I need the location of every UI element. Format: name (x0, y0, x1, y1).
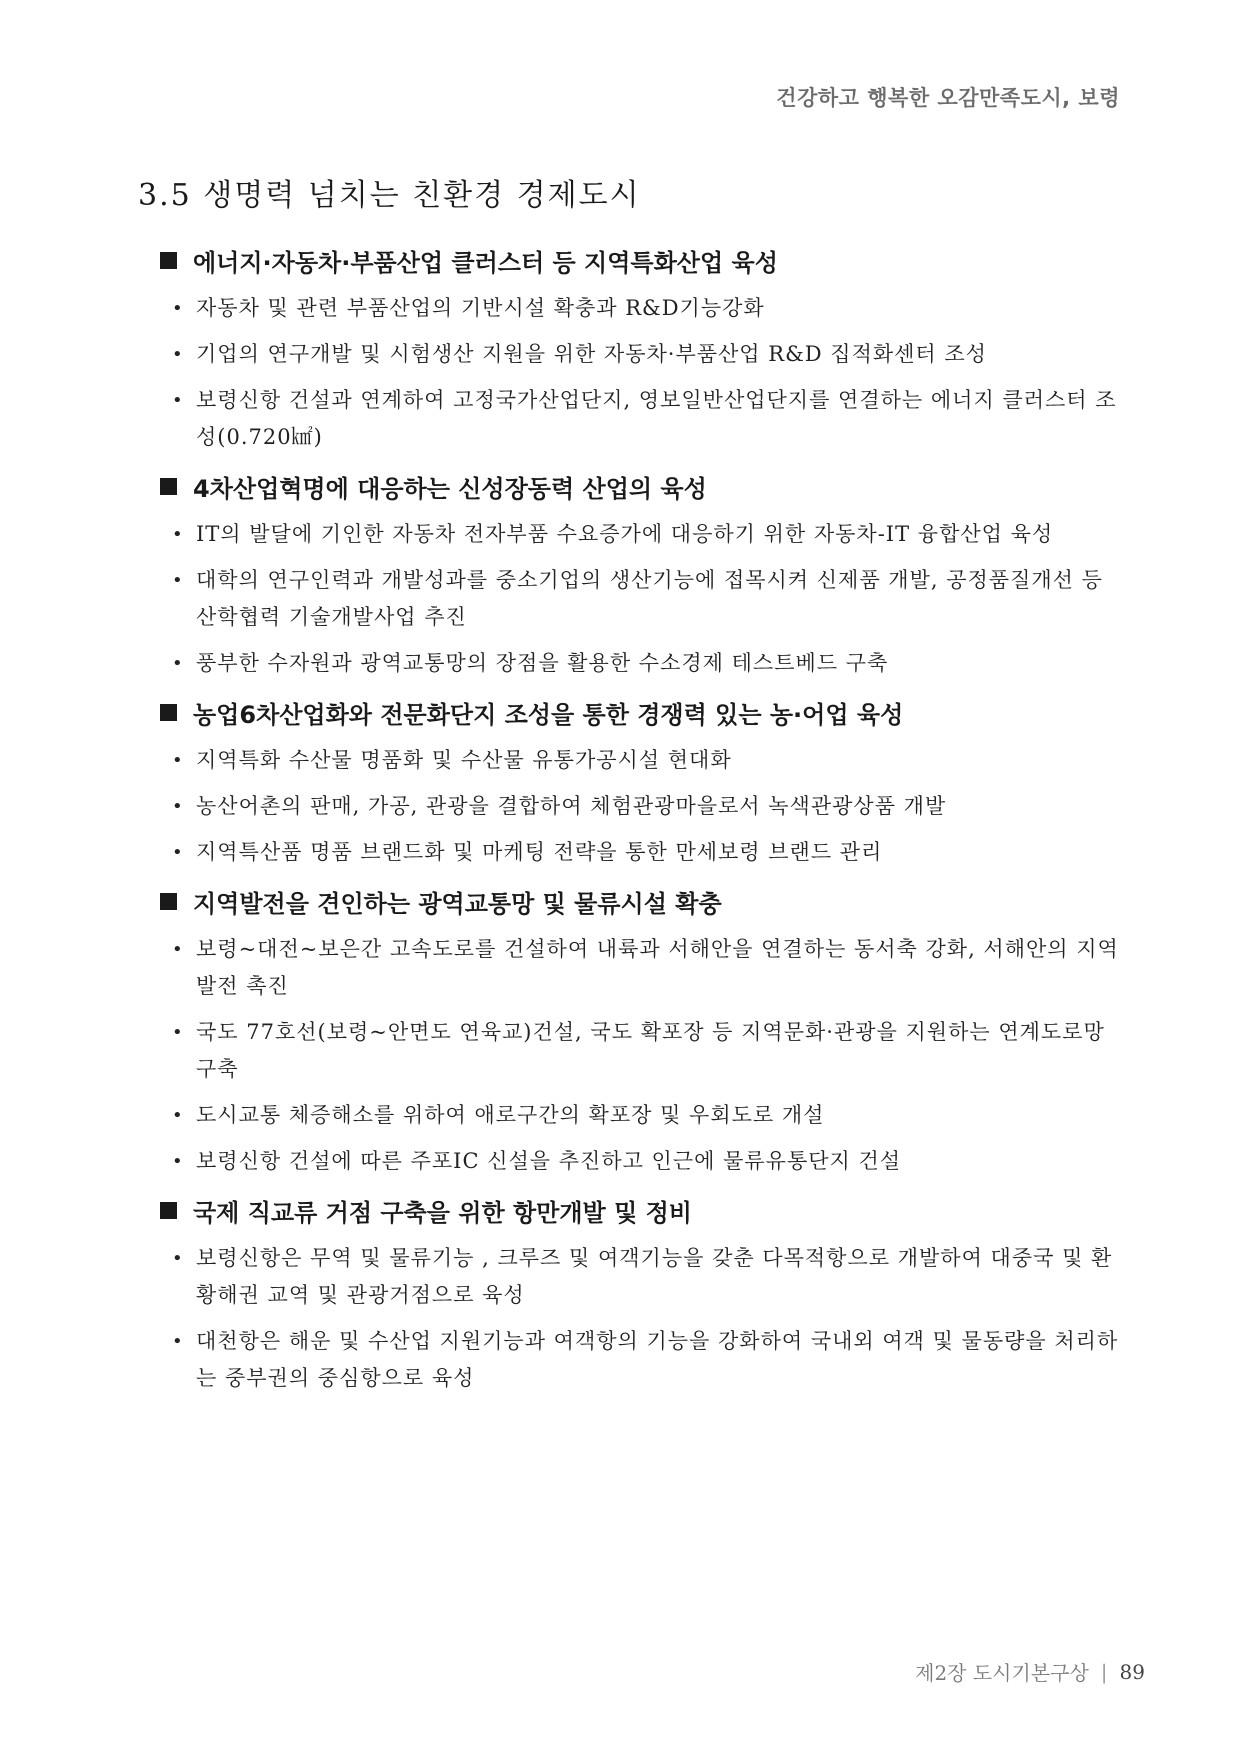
square-bullet-icon (160, 1202, 177, 1219)
topic-block (160, 466, 1130, 682)
bullet-text: 기업의 연구개발 및 시험생산 지원을 위한 자동차·부품산업 R&D 집적화센터 조성 (196, 342, 987, 366)
bullet-dot-icon: • (172, 1248, 184, 1269)
bullet-dot-icon: • (172, 1022, 184, 1043)
topic-block (160, 240, 1130, 456)
bullet-item (160, 516, 1130, 553)
bullet-list (160, 516, 1130, 682)
bullet-item (160, 931, 1130, 1005)
topic-block (160, 692, 1130, 871)
bullet-dot-icon: • (172, 1331, 184, 1352)
topic-block (160, 1190, 1130, 1397)
topic-heading (160, 240, 1130, 280)
topic-heading (160, 692, 1130, 732)
bullet-text: 보령신항은 무역 및 물류기능 , 크루즈 및 여객기능을 갖춘 다목적항으로 개발하여 대중국 및 환황해권 교역 및 관광거점으로 육성 (196, 1246, 1113, 1307)
chapter-label: 제2장 도시기본구상 (915, 1661, 1089, 1685)
bullet-text: 보령신항 건설에 따른 주포IC 신설을 추진하고 인근에 물류유통단지 건설 (196, 1149, 902, 1173)
bullet-text: 농산어촌의 판매, 가공, 관광을 결합하여 체험관광마을로서 녹색관광상품 개발 (196, 794, 947, 818)
bullet-dot-icon: • (172, 653, 184, 674)
bullet-dot-icon: • (172, 842, 184, 863)
bullet-list (160, 290, 1130, 456)
bullet-text: 대학의 연구인력과 개발성과를 중소기업의 생산기능에 접목시켜 신제품 개발, 공정품질개선 등 산학협력 기술개발사업 추진 (196, 568, 1103, 629)
bullet-item (160, 336, 1130, 373)
bullet-text: IT의 발달에 기인한 자동차 전자부품 수요증가에 대응하기 위한 자동차-IT 융합산업 육성 (196, 522, 1054, 546)
page-number: 89 (1119, 1659, 1145, 1684)
bullet-dot-icon: • (172, 344, 184, 365)
section-content (160, 240, 1130, 1407)
bullet-dot-icon: • (172, 390, 184, 411)
bullet-list (160, 931, 1130, 1180)
topic-heading (160, 1190, 1130, 1230)
topic-heading-text: 에너지·자동차·부품산업 클러스터 등 지역특화산업 육성 (193, 248, 778, 277)
bullet-text: 자동차 및 관련 부품산업의 기반시설 확충과 R&D기능강화 (196, 296, 765, 320)
bullet-item (160, 645, 1130, 682)
bullet-text: 보령신항 건설과 연계하여 고정국가산업단지, 영보일반산업단지를 연결하는 에너지 클러스터 조성(0.720㎢) (196, 388, 1117, 449)
square-bullet-icon (160, 704, 177, 721)
bullet-text: 대천항은 해운 및 수산업 지원기능과 여객항의 기능을 강화하여 국내외 여객 및 물동량을 처리하는 중부권의 중심항으로 육성 (196, 1329, 1119, 1390)
topic-heading (160, 881, 1130, 921)
bullet-item (160, 562, 1130, 636)
bullet-text: 지역특산품 명품 브랜드화 및 마케팅 전략을 통한 만세보령 브랜드 관리 (196, 840, 883, 864)
bullet-item (160, 834, 1130, 871)
bullet-text: 도시교통 체증해소를 위하여 애로구간의 확포장 및 우회도로 개설 (196, 1103, 825, 1127)
topic-heading-text: 지역발전을 견인하는 광역교통망 및 물류시설 확충 (193, 889, 722, 918)
bullet-dot-icon: • (172, 750, 184, 771)
bullet-dot-icon: • (172, 298, 184, 319)
bullet-item (160, 1323, 1130, 1397)
bullet-item (160, 1097, 1130, 1134)
topic-heading-text: 4차산업혁명에 대응하는 신성장동력 산업의 육성 (193, 474, 707, 503)
section-title: 3.5 생명력 넘치는 친환경 경제도시 (138, 178, 641, 213)
bullet-item (160, 1240, 1130, 1314)
bullet-text: 보령~대전~보은간 고속도로를 건설하여 내륙과 서해안을 연결하는 동서축 강화, 서해안의 지역발전 촉진 (196, 937, 1119, 998)
bullet-list (160, 742, 1130, 871)
bullet-dot-icon: • (172, 1105, 184, 1126)
bullet-dot-icon: • (172, 796, 184, 817)
bullet-text: 풍부한 수자원과 광역교통망의 장점을 활용한 수소경제 테스트베드 구축 (196, 651, 889, 675)
running-header: 건강하고 행복한 오감만족도시, 보령 (776, 86, 1120, 110)
topic-heading-text: 농업6차산업화와 전문화단지 조성을 통한 경쟁력 있는 농·어업 육성 (193, 700, 904, 729)
page-footer (915, 1657, 1145, 1686)
bullet-item (160, 1143, 1130, 1180)
topic-heading (160, 466, 1130, 506)
bullet-item (160, 290, 1130, 327)
bullet-dot-icon: • (172, 524, 184, 545)
square-bullet-icon (160, 252, 177, 269)
bullet-text: 지역특화 수산물 명품화 및 수산물 유통가공시설 현대화 (196, 748, 732, 772)
bullet-item (160, 788, 1130, 825)
bullet-text: 국도 77호선(보령~안면도 연육교)건설, 국도 확포장 등 지역문화·관광을 지원하는 연계도로망 구축 (196, 1020, 1105, 1081)
topic-block (160, 881, 1130, 1180)
square-bullet-icon (160, 478, 177, 495)
bullet-dot-icon: • (172, 570, 184, 591)
bullet-dot-icon: • (172, 939, 184, 960)
footer-divider: | (1100, 1659, 1108, 1684)
square-bullet-icon (160, 893, 177, 910)
bullet-item (160, 382, 1130, 456)
bullet-item (160, 1014, 1130, 1088)
bullet-item (160, 742, 1130, 779)
bullet-list (160, 1240, 1130, 1397)
bullet-dot-icon: • (172, 1151, 184, 1172)
topic-heading-text: 국제 직교류 거점 구축을 위한 항만개발 및 정비 (193, 1198, 692, 1227)
